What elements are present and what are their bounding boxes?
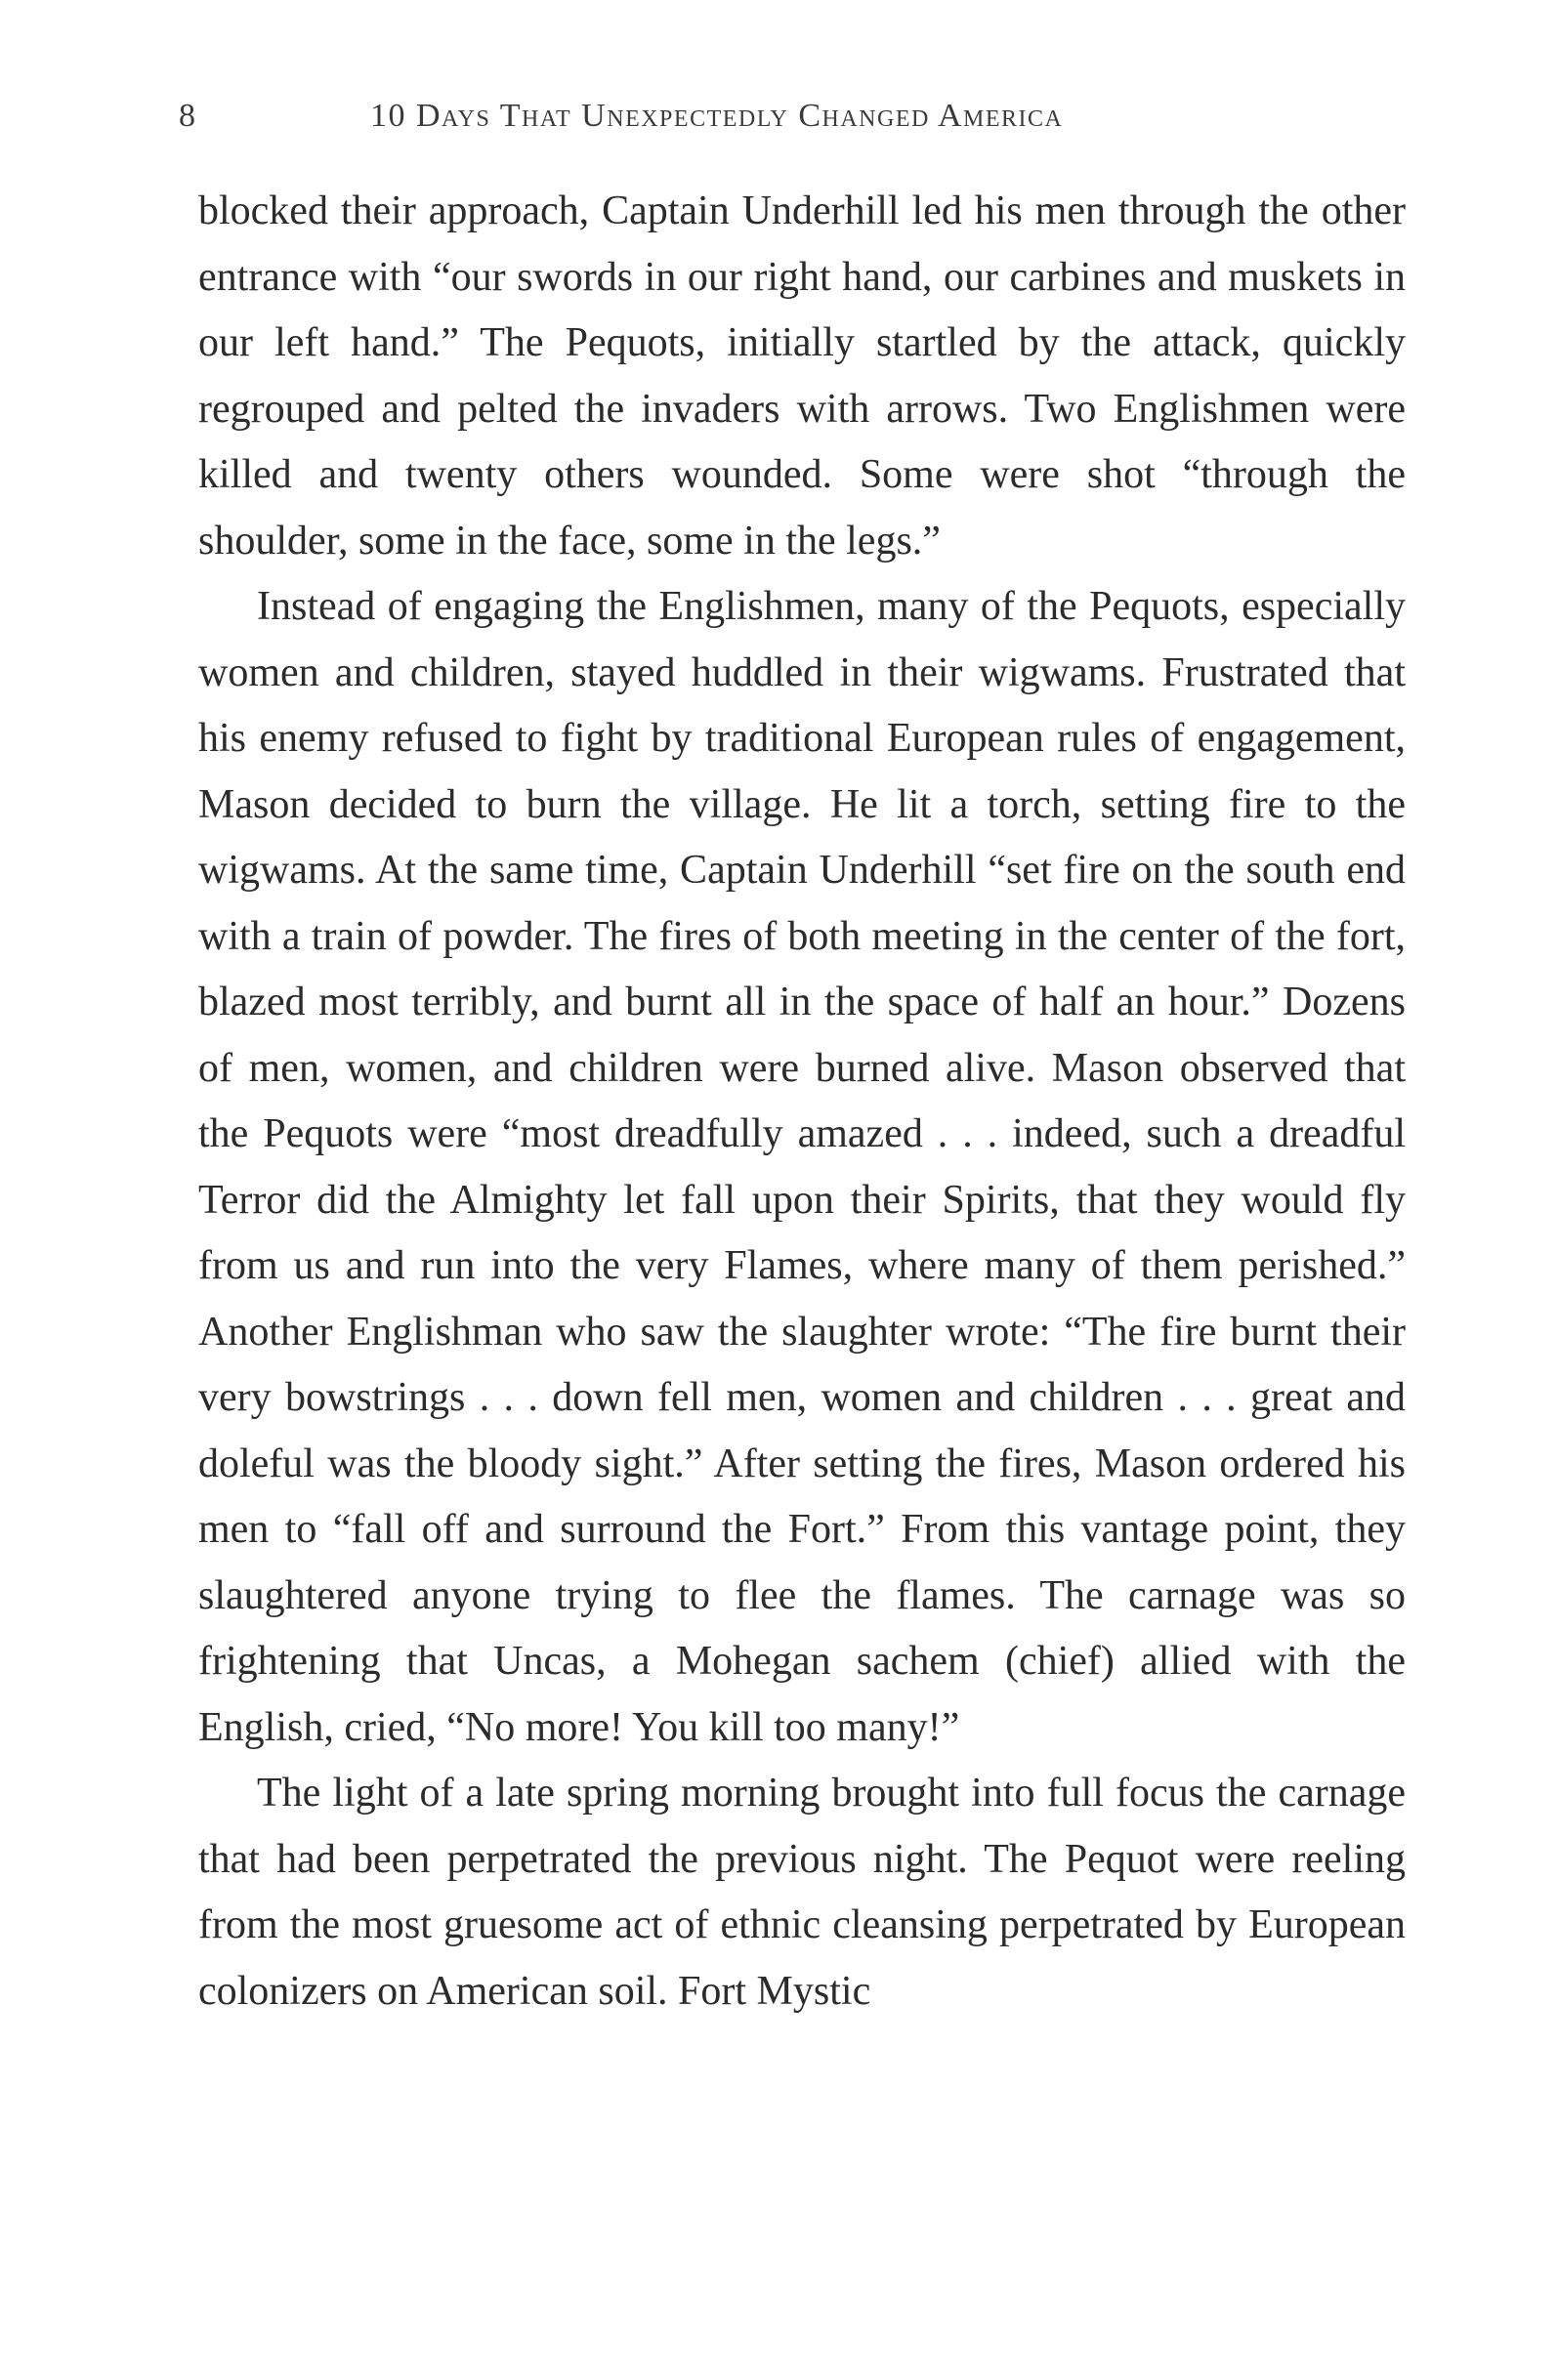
page-header [179, 92, 1410, 141]
body-text [198, 179, 1406, 2025]
paragraph-2: Instead of engaging the Englishmen, many of the Pequots, especially women and children, stayed huddled in their wigwams. Frustrated that his enemy refused to fight by traditional European rules of engagement, Mason decided to burn the village. He lit a torch, setting fire to the wigwams. At the same time, Captain Underhill “set fire on the south end with a train of powder. The fires of both meeting in the center of the fort, blazed most terribly, and burnt all in the space of half an hour.” Dozens of men, women, and children were burned alive. Mason observed that the Pequots were “most dreadfully amazed . . . indeed, such a dreadful Terror did the Almighty let fall upon their Spirits, that they would fly from us and run into the very Flames, where many of them perished.” Another Englishman who saw the slaughter wrote: “The fire burnt their very bowstrings . . . down fell men, women and children . . . great and doleful was the bloody sight.” After setting the fires, Mason ordered his men to “fall off and surround the Fort.” From this vantage point, they slaughtered anyone trying to flee the flames. The carnage was so frightening that Uncas, a Mohegan sachem (chief) allied with the English, cried, “No more! You kill too many!” [198, 584, 1406, 1750]
paragraph-1: blocked their approach, Captain Underhill led his men through the other entrance with “our swords in our right hand, our carbines and muskets in our left hand.” The Pequots, initially startled by the attack, quickly regrouped and pelted the invaders with arrows. Two Englishmen were killed and twenty others wounded. Some were shot “through the shoulder, some in the face, some in the legs.” [198, 188, 1406, 564]
running-title: 10 Days That Unexpectedly Changed America [370, 98, 1064, 134]
paragraph-3: The light of a late spring morning brought into full focus the carnage that had been perpetrated the previous night. The Pequot were reeling from the most gruesome act of ethnic cleansing perpetrated by European colonizers on American soil. Fort Mystic [198, 1771, 1406, 2014]
page-number: 8 [179, 98, 195, 134]
